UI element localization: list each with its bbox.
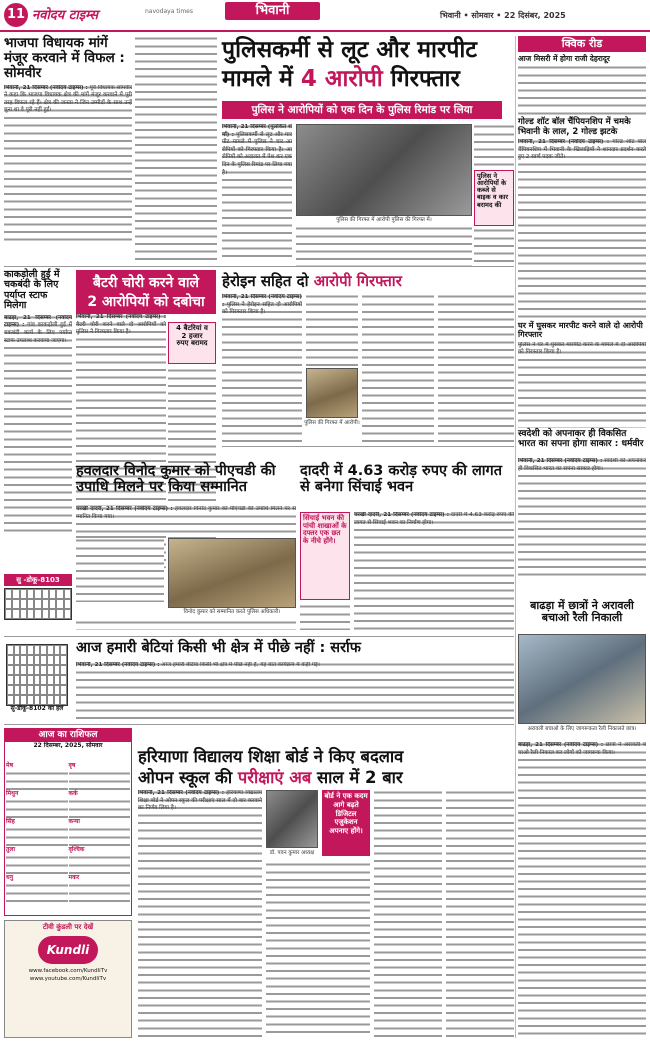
lead-photo <box>296 124 472 216</box>
battery-text: बैटरी चोरी करने वाले दो आरोपियों को पुलिस ने गिरफ्तार किया है। <box>76 321 166 336</box>
dadri-headline: दादरी में 4.63 करोड़ रुपए की लागत से बनेगा सिंचाई भवन <box>300 463 502 495</box>
badhra-text: छात्रों ने अरावली बचाओ रैली निकाल कर लोगों को जागरूक किया। <box>518 742 646 756</box>
rashi-sign: धनु <box>6 873 14 881</box>
rashi-item <box>6 780 68 807</box>
kundli-ad-tagline: टीवी कुंडली पर देखें <box>42 923 94 931</box>
left-lead-continuation <box>135 36 217 264</box>
lead-headline-line2 <box>222 67 502 92</box>
lead-text: पुलिसकर्मी से लूट और मारपीट मामले में पुलिस ने चार आरोपियों को गिरफ्तार किया है। आरोपियों को अदालत में पेश कर एक दिन के पुलिस रिमांड पर लिया गया है। <box>222 131 292 176</box>
battery-headline-line1: बैटरी चोरी करने वाले <box>92 275 200 291</box>
kakdoli-body <box>4 315 72 535</box>
havaldar-headline: हवलदार विनोद कुमार को पीएचडी की उपाधि मिलने पर किया सम्मानित <box>76 463 276 495</box>
kakdoli-text: गांव काकड़ोली हुई में चकबंदी कार्य के लिए पर्याप्त स्टाफ उपलब्ध करवाया जाएगा। <box>4 322 72 344</box>
left-lead-headline: भाजपा विधायक मांगें मंजूर करवाने में विफल : सोमवीर <box>4 35 125 81</box>
divider-2 <box>222 446 514 447</box>
rashi-item <box>6 864 68 891</box>
betiyan-dateline: भिवानी, 21 दिसम्बर (नवोदय टाइम्स) : <box>76 662 160 668</box>
battery-headline-line2: 2 आरोपियों को दबोचा <box>87 294 205 310</box>
right-body-1 <box>518 65 646 115</box>
masthead-url: navodaya times <box>145 8 194 15</box>
heroin-headline-pre: हेरोइन सहित दो <box>222 272 314 290</box>
lead-headline-pre: मामले में <box>222 66 301 93</box>
betiyan-headline: आज हमारी बेटियां किसी भी क्षेत्र में पीछे नहीं : सर्राफ <box>76 640 361 656</box>
rashi-item <box>69 864 131 891</box>
lead-story-headline <box>222 38 502 93</box>
lead-headline-line1: पुलिसकर्मी से लूट और मारपीट <box>222 37 477 63</box>
havaldar-photo <box>168 538 296 608</box>
swadeshi-headline: स्वदेशी को अपनाकर ही विकसित भारत का सपना होगा साकार : धर्मवीर <box>518 429 644 449</box>
rashi-item <box>69 780 131 807</box>
shiksha-headline-line2 <box>138 769 514 787</box>
heroin-text: पुलिस ने हेरोइन सहित दो आरोपियों को गिरफ्तार किया है। <box>222 301 302 316</box>
havaldar-body <box>76 506 296 536</box>
heroin-photo <box>306 368 358 418</box>
shiksha-callout: बोर्ड ने एक कदम आगे बढ़ते डिजिटल एजुकेशन अपनाए होंगे। <box>322 790 370 856</box>
battery-headline-box <box>76 270 216 314</box>
shiksha-body-col3 <box>374 790 442 1038</box>
rashifal-title: आज का राशिफल <box>5 729 131 742</box>
havaldar-body-col1 <box>76 538 164 602</box>
havaldar-body-col2 <box>76 620 296 630</box>
badhra-body <box>518 742 646 1040</box>
masthead <box>0 0 650 32</box>
vertical-rule-right <box>515 36 516 1038</box>
heroin-photo-caption: पुलिस की गिरफ्त में आरोपी। <box>304 420 360 426</box>
shiksha-body-col1 <box>138 790 262 1038</box>
lead-body-col1 <box>222 124 292 262</box>
heroin-body-col3 <box>362 294 434 444</box>
shiksha-headline-line1: हरियाणा विद्यालय शिक्षा बोर्ड ने किए बदलाव <box>138 747 404 766</box>
lead-body-col5 <box>474 228 514 264</box>
sudoku-grid <box>6 644 68 706</box>
page-number: 11 <box>4 3 28 27</box>
shiksha-headline-post: साल में 2 बार <box>311 768 403 788</box>
sudoku-answer-label: सु-डोकू-8102 का हल <box>10 705 64 712</box>
rashi-sign: वृष <box>68 761 76 769</box>
shiksha-dateline: भिवानी, 21 दिसम्बर (नवोदय टाइम्स) : <box>138 790 224 796</box>
lead-callout: पुलिस ने आरोपियों के कब्जे से बाइक व कार बरामद की <box>474 170 514 226</box>
right-headline-3: घर में घुसकर मारपीट करने वाले दो आरोपी गिरफ्तार <box>518 320 643 339</box>
left-lead-body <box>4 85 132 245</box>
right-body-3 <box>518 342 646 428</box>
shiksha-photo <box>266 790 318 848</box>
city-band: भिवानी <box>225 2 320 20</box>
lead-headline-post: गिरफ्तार <box>382 66 460 93</box>
heroin-dateline: भिवानी, 21 दिसम्बर (नवोदय टाइम्स) : <box>222 294 302 308</box>
rashi-item <box>6 752 68 779</box>
rashi-sign: मिथुन <box>6 789 19 797</box>
kakdoli-dateline: बाढड़ा, 21 दिसम्बर (नवोदय टाइम्स) : <box>4 314 72 329</box>
badhra-headline: बाढड़ा में छात्रों ने अरावली बचाओ रैली निकाली <box>530 599 634 625</box>
rashi-item <box>69 752 131 779</box>
shiksha-photo-caption: डॉ. पवन कुमार अध्यक्ष <box>269 850 315 856</box>
lead-headline-highlight: 4 आरोपी <box>300 66 383 93</box>
shiksha-body-col2 <box>266 862 370 1038</box>
heroin-body-col1 <box>222 294 302 444</box>
betiyan-body <box>76 662 514 720</box>
battery-callout <box>168 322 216 364</box>
kundli-ad-link-youtube: www.youtube.com/KundliTv <box>29 975 107 982</box>
swadeshi-body <box>518 458 646 578</box>
battery-dateline: भिवानी, 21 दिसम्बर (नवोदय टाइम्स) : <box>76 314 166 320</box>
betiyan-text: आज हमारी बेटियां किसी भी क्षेत्र में पीछे नहीं हैं, यह बात कार्यक्रम में कही गई। <box>161 662 320 668</box>
sudoku-block <box>4 574 72 634</box>
battery-callout-line2: 2 हजार <box>181 331 203 340</box>
shiksha-text: हरियाणा विद्यालय शिक्षा बोर्ड ने ओपन स्कूल की परीक्षाएं साल में दो बार करवाने का निर्णय लिया है। <box>138 790 262 812</box>
lead-photo-caption: पुलिस की गिरफ्त में आरोपी पुलिस की गिरफ्त में। <box>336 217 432 223</box>
left-lead-text: पूर्व विधायक सोमवीर ने कहा कि भाजपा विधायक क्षेत्र की मांगें मंजूर करवाने में पूरी तरह विफल रहे हैं। क्षेत्र की जनता ने जिन उम्मीदों के साथ उन्हें चुना था वे पूरी नहीं हुईं। <box>4 84 132 114</box>
rashifal-grid <box>5 751 131 892</box>
kakdoli-story <box>4 270 72 570</box>
lead-dateline: भिवानी, 21 दिसम्बर (पुलकित शर्मा) : <box>222 124 292 138</box>
right-headline-1: आज मिसरी में होगा राजी देहरादूर <box>518 54 610 63</box>
right-column-top <box>518 36 646 426</box>
quick-read-tag: क्विक रीड <box>518 36 646 52</box>
divider-4 <box>4 724 514 725</box>
lead-body-col3 <box>296 226 472 266</box>
rashi-sign: मकर <box>68 873 80 881</box>
heroin-headline-highlight: आरोपी गिरफ्तार <box>313 272 402 290</box>
rashifal-date: 22 दिसम्बर, 2025, सोमवार <box>33 742 103 749</box>
rashi-item <box>69 808 131 835</box>
dadri-dateline: चरखी दादरी, 21 दिसम्बर (नवोदय टाइम्स) : <box>354 512 449 518</box>
masthead-date: भिवानी • सोमवार • 22 दिसंबर, 2025 <box>440 11 566 20</box>
shiksha-headline-pre: ओपन स्कूल की <box>138 768 238 788</box>
kundli-ad-logo: Kundli <box>38 936 98 964</box>
divider-1 <box>4 266 514 267</box>
battery-story <box>76 270 216 314</box>
sudoku-grid-mini <box>4 588 72 620</box>
swadeshi-dateline: भिवानी, 21 दिसम्बर (नवोदय टाइम्स) : <box>518 458 603 464</box>
divider-3 <box>4 636 514 637</box>
lead-subhead: पुलिस ने आरोपियों को एक दिन के पुलिस रिमांड पर लिया <box>222 101 502 119</box>
rashi-sign: वृश्चिक <box>68 845 85 853</box>
badhra-photo-caption: अरावली बचाओ के लिए जागरूकता रैली निकालते छात्र। <box>527 726 637 732</box>
badhra-photo <box>518 634 646 724</box>
right-headline-2: गोल्ड शॉट बॉल चैंपियनशिप में चमके भिवानी के लाल, 2 गोल्ड झटके <box>518 117 631 137</box>
rashi-item <box>6 808 68 835</box>
swadeshi-text: स्वदेशी को अपनाकर ही विकसित भारत का सपना साकार होगा। <box>518 458 646 472</box>
right-text-2: गोल्ड शॉट बॉल चैंपियनशिप में भिवानी के खिलाड़ियों ने शानदार प्रदर्शन करते हुए 2 स्वर्ण पदक जीते। <box>518 138 646 161</box>
right-text-3: पुलिस ने घर में घुसकर मारपीट करने के मामले में दो आरोपियों को गिरफ्तार किया है। <box>518 341 646 356</box>
rashi-item <box>6 836 68 863</box>
dadri-body-col2 <box>354 512 514 630</box>
dadri-text: दादरी में 4.63 करोड़ रुपए की लागत से सिंचाई भवन का निर्माण होगा। <box>354 512 514 526</box>
right-dateline-2: भिवानी, 21 दिसम्बर (नवोदय टाइम्स) : <box>518 138 610 145</box>
newspaper-logo: नवोदय टाइम्स <box>32 8 99 23</box>
heroin-headline <box>222 273 514 290</box>
sudoku-label: सु -डोकू-8103 <box>4 574 72 586</box>
dadri-body-col1 <box>300 604 350 630</box>
shiksha-body-col4 <box>446 790 514 1038</box>
rashi-sign: मेष <box>6 761 14 769</box>
rashi-sign: कन्या <box>68 817 80 825</box>
shiksha-headline <box>138 748 514 787</box>
heroin-body-col2 <box>306 294 358 366</box>
right-body-2 <box>518 139 646 319</box>
badhra-dateline: बाढड़ा, 21 दिसम्बर (नवोदय टाइम्स) : <box>518 742 604 748</box>
heroin-body-col4 <box>438 294 514 444</box>
havaldar-dateline: चरखी दादरी, 21 दिसम्बर (नवोदय टाइम्स) : <box>76 506 173 512</box>
left-lead-story <box>4 36 132 264</box>
kundli-ad-link-facebook: www.facebook.com/KundliTv <box>28 967 108 974</box>
rashi-sign: तुला <box>6 845 16 853</box>
battery-callout-line3: रुपए बरामद <box>176 339 208 348</box>
kakdoli-headline: काकड़ोली हुई में चकबंदी के लिए पर्याप्त स्टाफ मिलेगा <box>4 269 60 312</box>
dadri-callout: सिंचाई भवन की पांची शाखाओं के दफ्तर एक छत के नीचे होंगे। <box>300 512 350 600</box>
rashifal-block <box>4 728 132 916</box>
havaldar-text: हवलदार विनोद कुमार को पीएचडी की उपाधि मिलने पर सम्मानित किया गया। <box>76 506 296 520</box>
left-lead-dateline: भिवानी, 21 दिसम्बर (नवोदय टाइम्स) : <box>4 84 88 91</box>
rashi-item <box>69 836 131 863</box>
shiksha-headline-highlight: परीक्षाएं अब <box>237 768 312 788</box>
rashi-sign: कर्क <box>68 789 78 797</box>
lead-body-col4 <box>474 124 514 168</box>
havaldar-photo-caption: विनोद कुमार को सम्मानित करते पुलिस अधिकारी। <box>183 609 281 615</box>
battery-callout-line1: 4 बैटरियां व <box>176 324 208 332</box>
kundli-ad <box>4 920 132 1038</box>
rashi-sign: सिंह <box>6 817 15 825</box>
